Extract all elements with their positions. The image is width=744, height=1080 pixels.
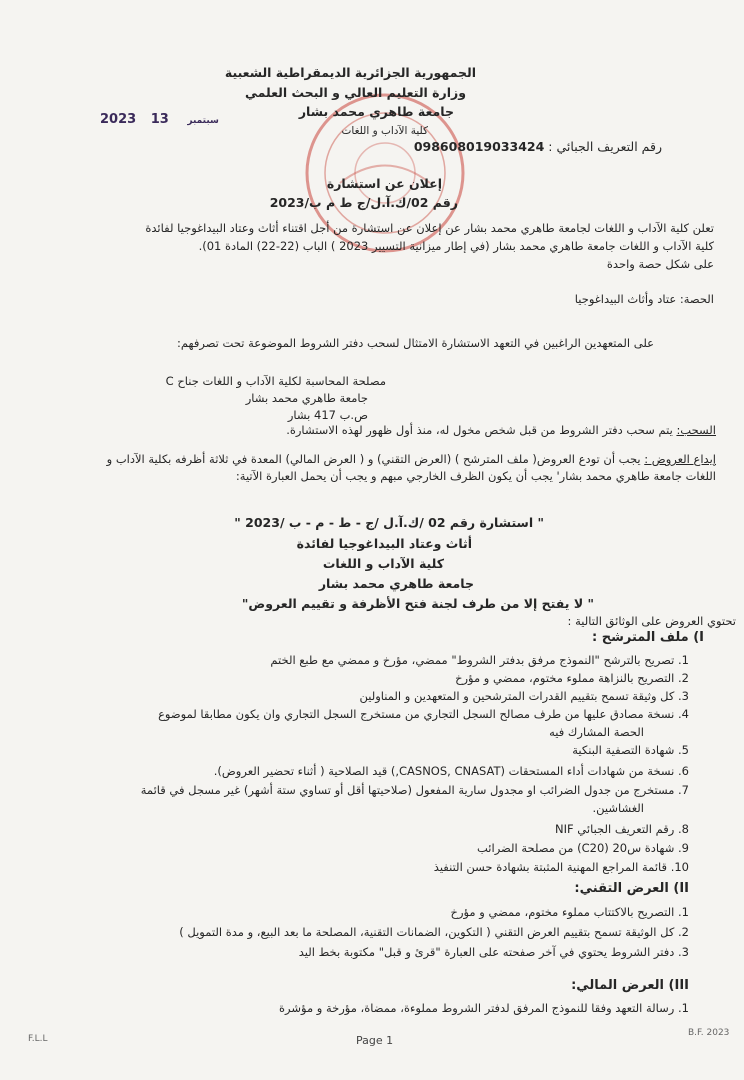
address-line-2: جامعة طاهري محمد بشار: [245, 391, 368, 405]
faculty-heading: كلية الآداب و اللغات: [341, 125, 428, 137]
section-2-item: 1. التصريح بالاكتتاب مملوء مختوم، ممضي و مؤرخ: [450, 905, 689, 919]
submission-line-1: [107, 452, 716, 466]
documents-intro: تحتوي العروض على الوثائق التالية :: [567, 614, 736, 628]
date-year: 2023: [100, 112, 137, 127]
section-1-item: 8. رقم التعريف الجبائي NIF: [555, 822, 689, 836]
section-2-item: 2. كل الوثيقة تسمح بتقييم العرض التقني ( التكوين، الضمانات التقنية، المصلحة ما بعد البيع، و مدة التمويل ): [179, 925, 689, 939]
consultation-reference: رقم 02/ك.آ.ل/ج ط م ب/2023: [269, 195, 458, 210]
announcement-title: إعلان عن استشارة: [326, 176, 442, 191]
lot-line: الحصة: عتاد وأثاث البيداغوجيا: [574, 292, 714, 306]
section-1-item-continued: الغشاشين.: [592, 801, 644, 815]
address-line-3: ص.ب 417 بشار: [287, 408, 368, 422]
tax-id-line: [414, 140, 662, 154]
envelope-line-1: " استشارة رقم 02 /ك.آ.ل /ج - ط - م - ب /2023 ": [234, 515, 544, 530]
section-1-item: 9. شهادة س20 (C20) من مصلحة الضرائب: [477, 841, 689, 855]
tax-id-value: 098608019033424: [413, 139, 545, 154]
section-2-item: 3. دفتر الشروط يحتوي في آخر صفحته على العبارة "قرئ و قبل" مكتوبة بخط اليد: [298, 945, 689, 959]
issue-date: [100, 112, 219, 127]
section-1-item: 10. قائمة المراجع المهنية المثبتة بشهادة حسن التنفيذ: [433, 860, 689, 874]
section-1-item: 5. شهادة التصفية البنكية: [572, 743, 689, 757]
address-line-1: مصلحة المحاسبة لكلية الآداب و اللغات جناح C: [165, 374, 386, 388]
intro-line-1: تعلن كلية الآداب و اللغات لجامعة طاهري محمد بشار عن إعلان عن استشارة من أجل اقتناء أثاث وعتاد البيداغوجيا لفائدة: [145, 221, 714, 235]
date-day: 13: [150, 112, 169, 127]
footer-left: F.L.L: [28, 1034, 48, 1044]
envelope-line-4: جامعة طاهري محمد بشار: [318, 576, 474, 591]
submission-line-2: اللغات جامعة طاهري محمد بشار' يجب أن يكون الظرف الخارجي مبهم و يجب أن يحمل العبارة الآتية:: [235, 469, 716, 483]
submission-text-1: يجب أن تودع العروض( ملف المترشح ) (العرض التقني) و ( العرض المالي) المعدة في ثلاثة أظرفه بكلية الآداب و: [106, 452, 641, 466]
envelope-line-5: " لا يفتح إلا من طرف لجنة فتح الأظرفة و تقييم العروض": [241, 596, 594, 611]
section-1-item-continued: الحصة المشارك فيه: [549, 725, 644, 739]
footer-right: B.F. 2023: [688, 1028, 730, 1038]
envelope-line-3: كلية الآداب و اللغات: [322, 556, 444, 571]
footer-page-number: Page 1: [356, 1034, 394, 1047]
section-1-item: 2. التصريح بالنزاهة مملوء مختوم، ممضي و مؤرخ: [455, 671, 689, 685]
section-3-title: III) العرض المالي:: [571, 978, 689, 993]
invite-line: على المتعهدين الراغبين في التعهد الاستشارة الامتثال لسحب دفتر الشروط الموضوعة تحت تصرفهم:: [177, 336, 654, 350]
section-1-title: I) ملف المترشح :: [592, 630, 704, 645]
withdrawal-label: السحب:: [676, 423, 716, 437]
date-month: سبتمبر: [187, 116, 219, 126]
section-2-title: II) العرض التقني:: [574, 881, 689, 896]
section-1-item: 3. كل وثيقة تسمح بتقييم القدرات المترشحين و المتعهدين و المناولين: [359, 689, 689, 703]
section-1-item: 4. نسخة مصادق عليها من طرف مصالح السجل التجاري من مستخرج السجل التجاري وان يكون مطابقا لموضوع: [158, 707, 689, 721]
section-3-item: 1. رسالة التعهد وفقا للنموذج المرفق لدفتر الشروط مملوءة، ممضاة، مؤرخة و مؤشرة: [279, 1001, 689, 1015]
section-1-item: 6. نسخة من شهادات أداء المستحقات (CASNOS, CNASAT,) قيد الصلاحية ( أثناء تحضير العروض).: [213, 764, 689, 778]
submission-label: إيداع العروض :: [644, 452, 716, 466]
withdrawal-line: [286, 423, 716, 437]
intro-line-2: كلية الآداب و اللغات جامعة طاهري محمد بشار (في إطار ميزانية التسيير 2023 ) الباب (22-22) المادة 01).: [198, 239, 714, 253]
ministry-heading: وزارة التعليم العالي و البحث العلمي: [244, 85, 466, 100]
envelope-line-2: أثاث وعتاد البيداغوجيا لفائدة: [296, 536, 472, 551]
university-heading: جامعة طاهري محمد بشار: [298, 104, 454, 119]
withdrawal-text: يتم سحب دفتر الشروط من قبل شخص مخول له، منذ أول ظهور لهذه الاستشارة.: [286, 423, 673, 437]
section-1-item: 7. مستخرج من جدول الضرائب او مجدول سارية المفعول (صلاحيتها أقل أو تساوي ستة أشهر) غير مسجل في قائمة: [140, 783, 689, 797]
section-1-item: 1. تصريح بالترشح "النموذج مرفق بدفتر الشروط" ممضي، مؤرخ و ممضي مع طبع الختم: [270, 653, 689, 667]
tax-id-label: رقم التعريف الجبائي :: [548, 139, 662, 154]
intro-line-3: على شكل حصة واحدة: [606, 257, 714, 271]
republic-heading: الجمهورية الجزائرية الديمقراطية الشعبية: [224, 65, 476, 80]
